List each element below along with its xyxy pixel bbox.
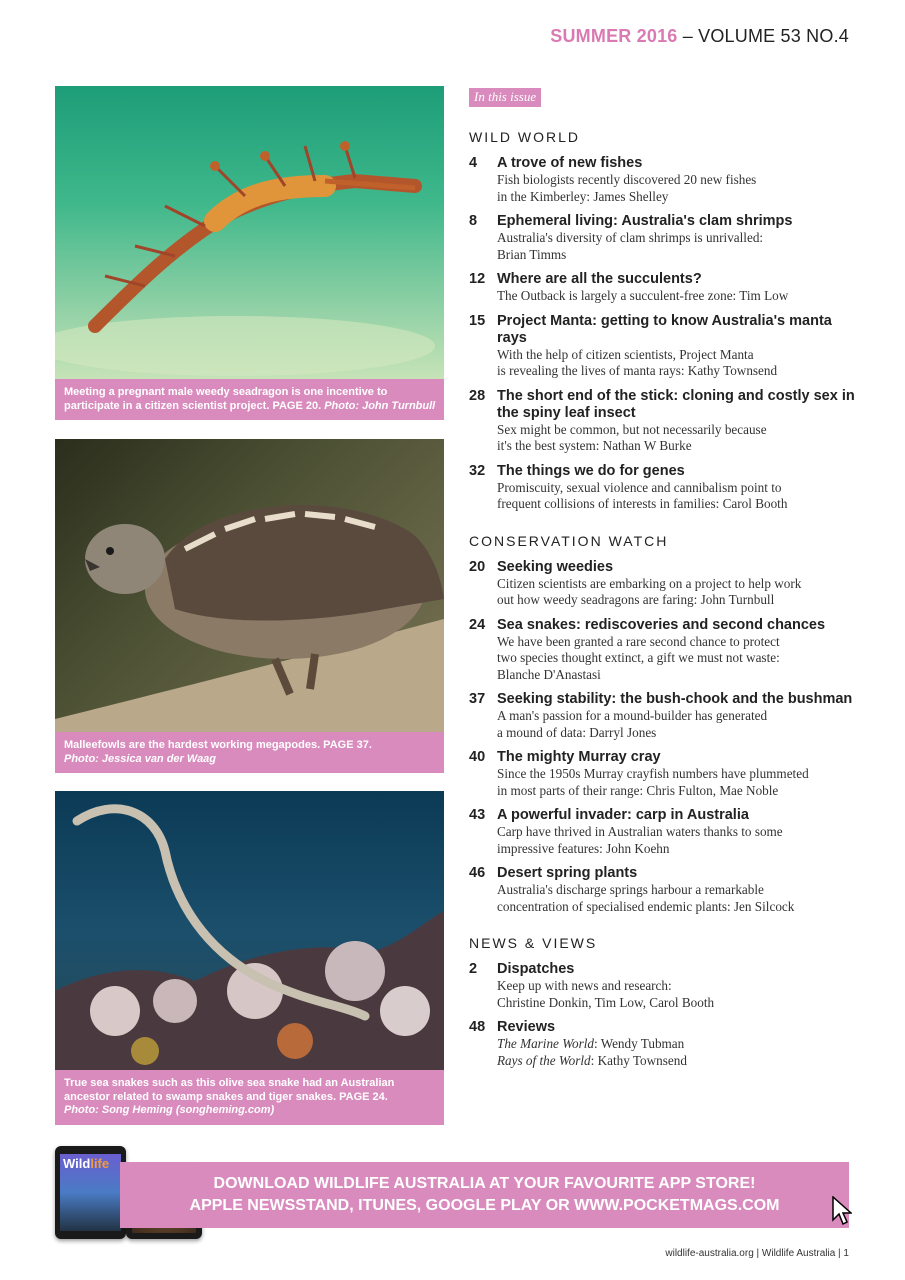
entry-body bbox=[497, 155, 859, 205]
toc-entry[interactable] bbox=[469, 865, 859, 915]
issue-header bbox=[550, 26, 849, 47]
malleefowl-illustration bbox=[55, 439, 444, 732]
article-description: impressive features: John Koehn bbox=[497, 840, 670, 856]
tablet-logo-part-b: life bbox=[90, 1156, 110, 1171]
article-title: A trove of new fishes bbox=[497, 155, 643, 171]
entry-body bbox=[497, 865, 859, 915]
page-number: 46 bbox=[469, 865, 486, 881]
article-description: two species thought extinct, a gift we must not waste: bbox=[497, 650, 780, 665]
toc-entry[interactable] bbox=[469, 807, 859, 857]
entry-body bbox=[497, 749, 859, 799]
section-title-conservation-watch: CONSERVATION WATCH bbox=[469, 532, 669, 549]
article-title: Project Manta: getting to know Australia's manta rays bbox=[497, 312, 832, 346]
article-title: Reviews bbox=[497, 1019, 556, 1035]
section-news-views bbox=[469, 961, 859, 1069]
page-footer: wildlife-australia.org | Wildlife Australia | 1 bbox=[665, 1248, 849, 1259]
review-author: : Kathy Townsend bbox=[590, 1052, 687, 1068]
caption-text: Malleefowls are the hardest working megapodes. PAGE 37. bbox=[64, 739, 372, 751]
caption-text: Meeting a pregnant male weedy seadragon is one incentive to participate in a citizen scientist project. PAGE 20. bbox=[64, 386, 388, 412]
book-title: The Marine World bbox=[497, 1036, 594, 1051]
caption-seasnake bbox=[55, 1070, 444, 1125]
article-description: Fish biologists recently discovered 20 new fishes bbox=[497, 172, 757, 187]
table-of-contents bbox=[469, 88, 859, 1077]
caption-seadragon bbox=[55, 379, 444, 420]
review-line bbox=[497, 1036, 859, 1053]
toc-entry[interactable] bbox=[469, 463, 859, 513]
caption-credit: Photo: Song Heming (songheming.com) bbox=[64, 1104, 275, 1116]
page-number: 2 bbox=[469, 961, 478, 977]
article-title: A powerful invader: carp in Australia bbox=[497, 807, 749, 823]
article-title: Where are all the succulents? bbox=[497, 271, 702, 287]
review-author: : Wendy Tubman bbox=[593, 1036, 685, 1051]
entry-body bbox=[497, 961, 859, 1011]
article-title: The things we do for genes bbox=[497, 462, 685, 479]
review-line bbox=[497, 1053, 859, 1070]
article-title: The mighty Murray cray bbox=[497, 749, 661, 765]
article-description: concentration of specialised endemic plants: Jen Silcock bbox=[497, 898, 795, 914]
article-title: Dispatches bbox=[497, 961, 575, 977]
malleefowl-photo bbox=[55, 439, 444, 732]
article-description: Brian Timms bbox=[497, 246, 567, 262]
tablet-logo-part-a: Wild bbox=[63, 1156, 91, 1171]
section-conservation-watch bbox=[469, 559, 859, 916]
banner-line-2: APPLE NEWSSTAND, ITUNES, GOOGLE PLAY OR WWW.POCKETMAGS.COM bbox=[189, 1197, 780, 1214]
article-description: a mound of data: Darryl Jones bbox=[497, 724, 657, 740]
page-number: 48 bbox=[469, 1019, 486, 1035]
article-title: The short end of the stick: cloning and costly sex in the spiny leaf insect bbox=[497, 387, 855, 421]
article-description: Sex might be common, but not necessarily because bbox=[497, 421, 767, 437]
tablet-screen bbox=[60, 1154, 121, 1231]
photo-block-malleefowl bbox=[55, 439, 444, 773]
article-description: Citizen scientists are embarking on a project to help work bbox=[497, 575, 802, 591]
page-number: 32 bbox=[469, 462, 486, 479]
article-description: Blanche D'Anastasi bbox=[497, 666, 601, 682]
entry-body bbox=[497, 1019, 859, 1069]
article-description: Since the 1950s Murray crayfish numbers have plummeted bbox=[497, 766, 809, 781]
article-title: Desert spring plants bbox=[497, 865, 638, 881]
book-title: Rays of the World bbox=[497, 1052, 591, 1068]
page-number: 37 bbox=[469, 691, 486, 707]
seadragon-illustration bbox=[55, 86, 444, 379]
article-description: We have been granted a rare second chance to protect bbox=[497, 633, 780, 649]
article-description: in the Kimberley: James Shelley bbox=[497, 188, 669, 204]
article-description: The Outback is largely a succulent-free zone: Tim Low bbox=[497, 288, 789, 303]
toc-entry[interactable] bbox=[469, 313, 859, 380]
entry-body bbox=[497, 463, 859, 513]
article-description: Christine Donkin, Tim Low, Carol Booth bbox=[497, 994, 715, 1010]
toc-entry[interactable] bbox=[469, 155, 859, 205]
seasnake-photo bbox=[55, 791, 444, 1070]
section-wild-world bbox=[469, 155, 859, 513]
toc-entry[interactable] bbox=[469, 271, 859, 305]
page-number: 40 bbox=[469, 749, 486, 765]
page-number: 20 bbox=[469, 558, 486, 575]
toc-entry[interactable] bbox=[469, 617, 859, 684]
article-title: Sea snakes: rediscoveries and second chances bbox=[497, 616, 826, 633]
article-description: Australia's discharge springs harbour a remarkable bbox=[497, 882, 764, 897]
article-description: out how weedy seadragons are faring: John Turnbull bbox=[497, 592, 775, 607]
toc-entry[interactable] bbox=[469, 388, 859, 455]
entry-body bbox=[497, 271, 859, 305]
toc-entry[interactable] bbox=[469, 213, 859, 263]
section-title-wild-world: WILD WORLD bbox=[469, 129, 580, 145]
article-title: Seeking stability: the bush-chook and the bushman bbox=[497, 691, 853, 707]
entry-body bbox=[497, 807, 859, 857]
toc-entry[interactable] bbox=[469, 961, 859, 1011]
article-description: With the help of citizen scientists, Project Manta bbox=[497, 346, 754, 362]
caption-text: True sea snakes such as this olive sea snake had an Australian ancestor related to swamp snakes and tiger snakes. PAGE 24. bbox=[64, 1077, 395, 1103]
article-description: frequent collisions of interests in families: Carol Booth bbox=[497, 496, 788, 511]
article-title: Ephemeral living: Australia's clam shrimps bbox=[497, 213, 793, 229]
page-number: 15 bbox=[469, 312, 486, 329]
article-description: it's the best system: Nathan W Burke bbox=[497, 438, 692, 453]
article-description: Australia's diversity of clam shrimps is unrivalled: bbox=[497, 230, 764, 245]
mouse-cursor-icon bbox=[832, 1196, 852, 1226]
photo-block-seadragon bbox=[55, 86, 444, 420]
article-description: Promiscuity, sexual violence and cannibalism point to bbox=[497, 479, 782, 495]
volume-label: – VOLUME 53 NO.4 bbox=[677, 26, 849, 46]
toc-entry[interactable] bbox=[469, 749, 859, 799]
app-store-banner[interactable] bbox=[120, 1162, 849, 1228]
article-description: in most parts of their range: Chris Fulton, Mae Noble bbox=[497, 782, 779, 798]
toc-entry[interactable] bbox=[469, 691, 859, 741]
page-number: 12 bbox=[469, 271, 486, 287]
tablet-cover-image bbox=[55, 1146, 126, 1239]
caption-credit: Photo: John Turnbull bbox=[324, 399, 436, 412]
article-description: Keep up with news and research: bbox=[497, 978, 672, 993]
seasnake-illustration bbox=[55, 791, 444, 1070]
caption-credit: Photo: Jessica van der Waag bbox=[64, 752, 217, 765]
toc-entry[interactable] bbox=[469, 559, 859, 609]
banner-line-1: DOWNLOAD WILDLIFE AUSTRALIA AT YOUR FAVOURITE APP STORE! bbox=[213, 1175, 756, 1192]
entry-body bbox=[497, 313, 859, 380]
article-description: is revealing the lives of manta rays: Kathy Townsend bbox=[497, 363, 778, 378]
season-label: SUMMER 2016 bbox=[550, 26, 678, 46]
page-number: 24 bbox=[469, 616, 486, 633]
article-description: Carp have thrived in Australian waters thanks to some bbox=[497, 824, 783, 839]
photo-block-seasnake bbox=[55, 791, 444, 1125]
tablet-logo bbox=[63, 1156, 109, 1171]
article-description: A man's passion for a mound-builder has generated bbox=[497, 708, 768, 723]
seadragon-photo bbox=[55, 86, 444, 379]
page-number: 43 bbox=[469, 807, 486, 823]
article-title: Seeking weedies bbox=[497, 558, 614, 575]
section-title-news-views: NEWS & VIEWS bbox=[469, 935, 598, 951]
caption-malleefowl bbox=[55, 732, 444, 773]
in-this-issue-tag: In this issue bbox=[469, 88, 541, 107]
page-number: 8 bbox=[469, 213, 478, 229]
entry-body bbox=[497, 388, 859, 455]
page-number: 28 bbox=[469, 387, 486, 404]
entry-body bbox=[497, 559, 859, 609]
entry-body bbox=[497, 617, 859, 684]
toc-entry[interactable] bbox=[469, 1019, 859, 1069]
page-number: 4 bbox=[469, 155, 478, 171]
entry-body bbox=[497, 213, 859, 263]
entry-body bbox=[497, 691, 859, 741]
